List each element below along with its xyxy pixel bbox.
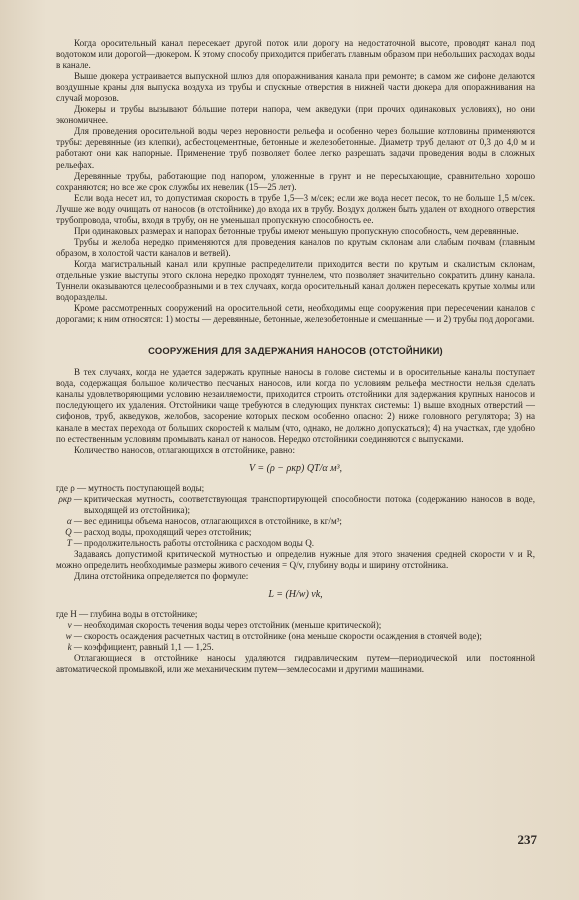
paragraph: Для проведения оросительной воды через неровности рельефа и особенно через большие котловины применяются трубы: деревянные (из клепки), асбестоцементные, бетонные и железобетонные. Диаметр труб делают от 0,3 до 4,0 м и работают они как напорные. Применение труб позволяет более легко разрешать задачи проведения воды в сложных рельефах. — [56, 126, 535, 170]
definition-item — [56, 642, 535, 653]
paragraph: Если вода несет ил, то допустимая скорость в трубе 1,5—3 м/сек; если же вода несет песок, то не больше 1,5 м/сек. Лучше же воду очищать от наносов (в отстойнике) до входа их в трубу. Воздух должен быть удален от входного отверстия трубопровода, чтобы, входя в трубу, он не уменьшал пропускную способность ее. — [56, 192, 535, 225]
paragraph: Задаваясь допустимой критической мутностью и определив нужные для этого значения средней скорости v и R, можно определить необходимые размеры живого сечения = Q/v, глубину воды и ширину отстойника. — [56, 548, 535, 571]
definitions-list-1 — [56, 483, 535, 549]
paragraph: При одинаковых размерах и напорах бетонные трубы имеют меньшую пропускную способность, чем деревянные. — [74, 225, 519, 236]
definition-text: критическая мутность, соответствующая транспортирующей способности потока (содержанию наносов в воде, выходящей из отстойника); — [84, 493, 535, 515]
definition-item — [56, 609, 535, 620]
paragraph: Выше дюкера устраивается выпускной шлюз для опоражнивания канала при ремонте; в самом же сифоне делаются воздушные краны для выпуска воздуха из трубы и спускные отверстия в нижней части дюкера для опоражнивания на случай морозов. — [56, 71, 535, 104]
definition-symbol: α — — [66, 515, 82, 526]
definition-item — [56, 516, 535, 527]
paragraph: Кроме рассмотренных сооружений на оросительной сети, необходимы еще сооружения при пересечении каналов с дорогами; к ним относятся: 1) мосты — деревянные, бетонные, железобетонные и смешанные — и 2) трубы под дорогами. — [56, 303, 535, 325]
definition-text: вес единицы объема наносов, отлагающихся в отстойнике, в кг/м³; — [84, 515, 342, 526]
definition-symbol: Q — — [65, 526, 82, 537]
definition-text: коэффициент, равный 1,1 — 1,25. — [84, 642, 214, 653]
formula-sediment-volume: V = (ρ − ρкр) QT/α м³, — [248, 462, 343, 474]
definition-item — [56, 494, 535, 516]
definition-text: необходимая скорость течения воды через отстойник (меньше критической); — [84, 620, 382, 631]
definition-symbol: ρкр — — [58, 493, 82, 504]
text-block-top — [56, 38, 535, 325]
definition-item — [56, 631, 535, 642]
paragraph: Количество наносов, отлагающихся в отстойнике, равно: — [74, 444, 295, 455]
definition-text: глубина воды в отстойнике; — [90, 609, 198, 620]
paragraph: В тех случаях, когда не удается задержать крупные наносы в голове системы и в оросительные каналы поступает вода, содержащая большое количество песчаных наносов, или когда по условиям рельефа местности нельзя сделать каналы удовлетворяющими условию незаиляемости, приходится строить отстойники для задержания крупных наносов и последующего их удаления. Отстойники чаще требуются в следующих пунктах системы: 1) выше входных отверстий — сифонов, труб, акведуков, желобов, засорение которых песком особенно опасно: 2) ниже головного регулятора; 3) на канале в местах перехода от больших скоростей к малым (что, однако, не должно допускаться); 4) на участках, где удобно по естественным условиям промывать канал от наносов. Нередко отстойники соединяются с выпусками. — [56, 367, 535, 444]
paragraph: Когда магистральный канал или крупные распределители приходится вести по крутым и скалистым склонам, отдельные узкие выступы этого склона нередко проходят туннелем, что позволяет значительно сократить длину канала. Туннели оказываются целесообразными и в тех случаях, когда оросительный канал должен пересекать крутые холмы или водоразделы. — [56, 258, 535, 303]
definition-symbol: w — — [65, 631, 82, 642]
definitions-list-2 — [56, 609, 535, 653]
definition-item — [56, 483, 535, 494]
definition-item — [56, 527, 535, 538]
paragraph: Отлагающиеся в отстойнике наносы удаляются гидравлическим путем—периодической или постоянной автоматической промывкой, или же механическим путем—землесосами и другими машинами. — [56, 653, 535, 675]
paragraph: Трубы и желоба нередко применяются для проведения каналов по крутым склонам али слабым почвам (главным образом, в холостой части каналов и ветвей). — [56, 236, 535, 258]
paragraph: Когда оросительный канал пересекает другой поток или дорогу на недостаточной высоте, проводят канал под водотоком или дорогой—дюкером. К этому способу приходится прибегать главным образом при небольших расходах воды в канале. — [56, 38, 535, 71]
paragraph: Длина отстойника определяется по формуле: — [74, 571, 249, 582]
text-block-mid — [56, 367, 535, 455]
definition-text: расход воды, проходящий через отстойник; — [84, 526, 252, 537]
paragraph: Деревянные трубы, работающие под напором, уложенные в грунт и не пересыхающие, сравнительно хорошо сохраняются; но все же срок службы их невелик (15—25 лет). — [56, 170, 535, 192]
definition-symbol: k — — [67, 642, 82, 653]
definition-symbol: T — — [66, 537, 82, 548]
definition-text: мутность поступающей воды; — [88, 482, 205, 493]
definition-text: продолжительность работы отстойника с расходом воды Q. — [84, 537, 315, 548]
definition-symbol: где ρ — — [56, 482, 87, 493]
definition-text: скорость осаждения расчетных частиц в отстойнике (она меньше скорости осаждения в стоячей воде); — [84, 631, 482, 642]
section-heading: СООРУЖЕНИЯ ДЛЯ ЗАДЕРЖАНИЯ НАНОСОВ (ОТСТОЙНИКИ) — [148, 345, 443, 357]
definition-symbol: v — — [67, 620, 82, 631]
definition-item — [56, 620, 535, 631]
definition-item — [56, 538, 535, 549]
definition-symbol: где H — — [56, 609, 89, 620]
formula-settler-length: L = (H/w) vk, — [268, 589, 323, 601]
paragraph: Дюкеры и трубы вызывают бóльшие потери напора, чем акведуки (при прочих одинаковых условиях), но они экономичнее. — [56, 104, 535, 126]
page-number: 237 — [517, 832, 537, 847]
